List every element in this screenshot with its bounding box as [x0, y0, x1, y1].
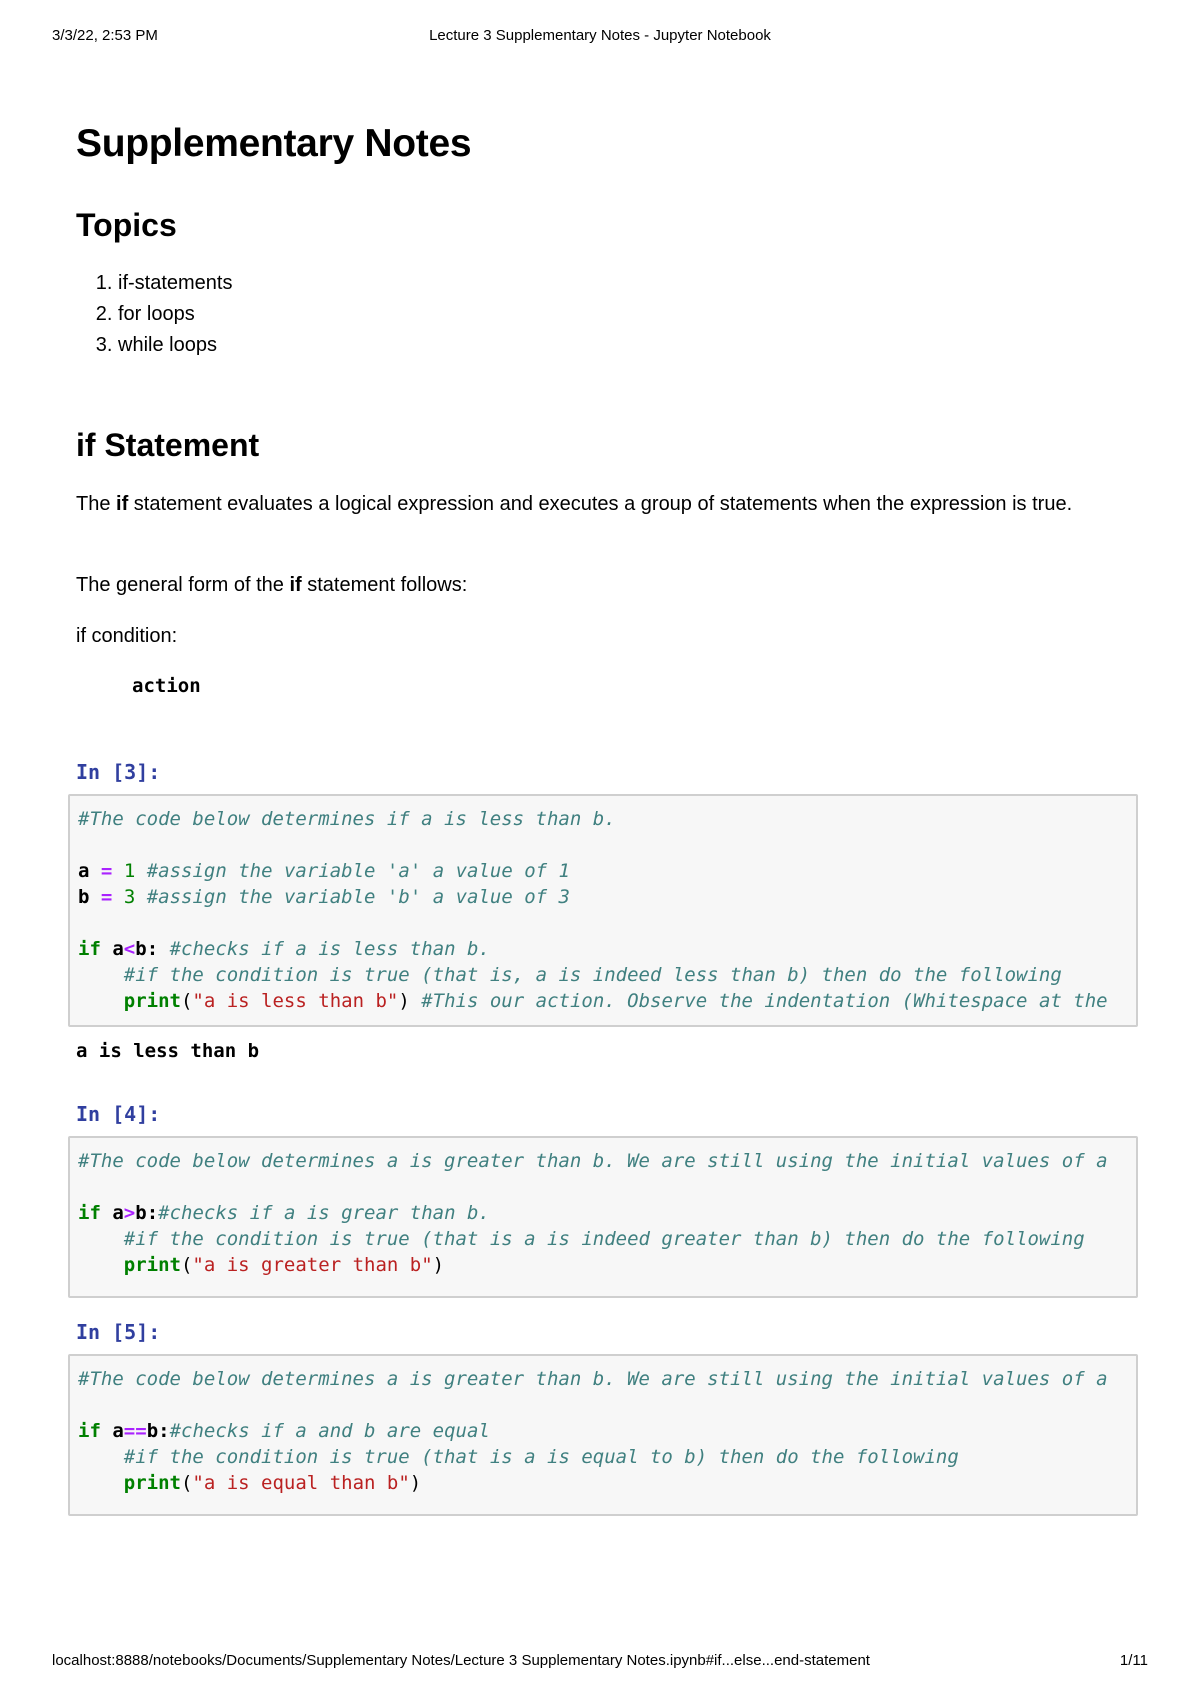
topic-item: 2. for loops	[118, 299, 232, 330]
code-string: "a is equal than b"	[192, 1472, 410, 1494]
bold-keyword: if	[116, 493, 129, 515]
code-paren: (	[180, 1472, 193, 1494]
code-operator: ==	[123, 1420, 147, 1442]
cell-prompt: In [4]:	[76, 1102, 161, 1126]
text-span: statement follows:	[301, 574, 468, 596]
code-comment: #checks if a and b are equal	[169, 1420, 490, 1442]
code-operator: <	[123, 938, 136, 960]
code-var: b:	[135, 1202, 159, 1224]
if-description	[76, 489, 1116, 520]
print-page-number: 1/11	[1119, 1652, 1148, 1669]
code-comment: #if the condition is true (that is a is equal to b) then do the following	[123, 1446, 959, 1468]
code-comment: #checks if a is less than b.	[169, 938, 490, 960]
code-var: a	[112, 938, 124, 960]
code-comment: #The code below determines a is greater than b. We are still using the initial values of a	[78, 1150, 1108, 1172]
topics-heading: Topics	[76, 207, 177, 243]
print-page-title: Lecture 3 Supplementary Notes - Jupyter Notebook	[429, 27, 771, 44]
cell-output: a is less than b	[76, 1040, 260, 1062]
code-var: b:	[146, 1420, 170, 1442]
code-comment: #if the condition is true (that is a is indeed greater than b) then do the following	[123, 1228, 1085, 1250]
notebook-title: Supplementary Notes	[76, 122, 472, 165]
general-form-text	[76, 570, 1116, 601]
code-cell[interactable]	[68, 1136, 1138, 1298]
code-builtin: print	[123, 1472, 181, 1494]
code-comment: #assign the variable 'b' a value of 3	[146, 886, 570, 908]
if-condition-text: if condition:	[76, 625, 178, 647]
code-comment: #if the condition is true (that is, a is indeed less than b) then do the following	[123, 964, 1062, 986]
code-editor[interactable]	[70, 1138, 1136, 1288]
code-comment: #The code below determines if a is less than b.	[78, 808, 616, 830]
code-number: 1	[123, 860, 136, 882]
text-span: The	[76, 493, 117, 515]
code-comment: #This our action. Observe the indentation (Whitespace at the	[421, 990, 1108, 1012]
code-var: a	[112, 1420, 124, 1442]
code-var: a	[112, 1202, 124, 1224]
action-text: action	[132, 675, 201, 697]
code-operator: =	[100, 886, 113, 908]
topic-item: 1. if-statements	[118, 268, 232, 299]
code-string: "a is less than b"	[192, 990, 399, 1012]
code-paren: (	[180, 990, 193, 1012]
code-editor[interactable]	[70, 796, 1136, 1024]
text-span: The general form of the	[76, 574, 290, 596]
code-var: b:	[135, 938, 159, 960]
code-var: a	[78, 860, 90, 882]
code-builtin: print	[123, 1254, 181, 1276]
code-cell[interactable]	[68, 794, 1138, 1027]
code-operator: >	[123, 1202, 136, 1224]
print-datetime: 3/3/22, 2:53 PM	[52, 27, 158, 44]
code-paren: )	[409, 1472, 422, 1494]
code-string: "a is greater than b"	[192, 1254, 433, 1276]
code-operator: =	[100, 860, 113, 882]
text-span: statement evaluates a logical expression and executes a group of statements when the expression is true.	[128, 493, 1073, 515]
cell-prompt: In [3]:	[76, 760, 161, 784]
code-paren: )	[432, 1254, 445, 1276]
code-keyword: if	[78, 938, 101, 960]
code-comment: #checks if a is grear than b.	[158, 1202, 490, 1224]
code-editor[interactable]	[70, 1356, 1136, 1506]
print-url: localhost:8888/notebooks/Documents/Supplementary Notes/Lecture 3 Supplementary Notes.ipynb#if...else...end-statement	[52, 1652, 870, 1669]
code-paren: )	[398, 990, 410, 1012]
if-statement-heading: if Statement	[76, 427, 260, 463]
code-number: 3	[123, 886, 136, 908]
topic-item: 3. while loops	[118, 330, 232, 361]
cell-prompt: In [5]:	[76, 1320, 161, 1344]
code-var: b	[78, 886, 90, 908]
code-keyword: if	[78, 1420, 101, 1442]
code-keyword: if	[78, 1202, 101, 1224]
code-paren: (	[180, 1254, 193, 1276]
bold-keyword: if	[289, 574, 302, 596]
topics-list	[76, 268, 232, 361]
code-comment: #assign the variable 'a' a value of 1	[146, 860, 570, 882]
code-cell[interactable]	[68, 1354, 1138, 1516]
code-builtin: print	[123, 990, 181, 1012]
code-comment: #The code below determines a is greater than b. We are still using the initial values of a	[78, 1368, 1108, 1390]
